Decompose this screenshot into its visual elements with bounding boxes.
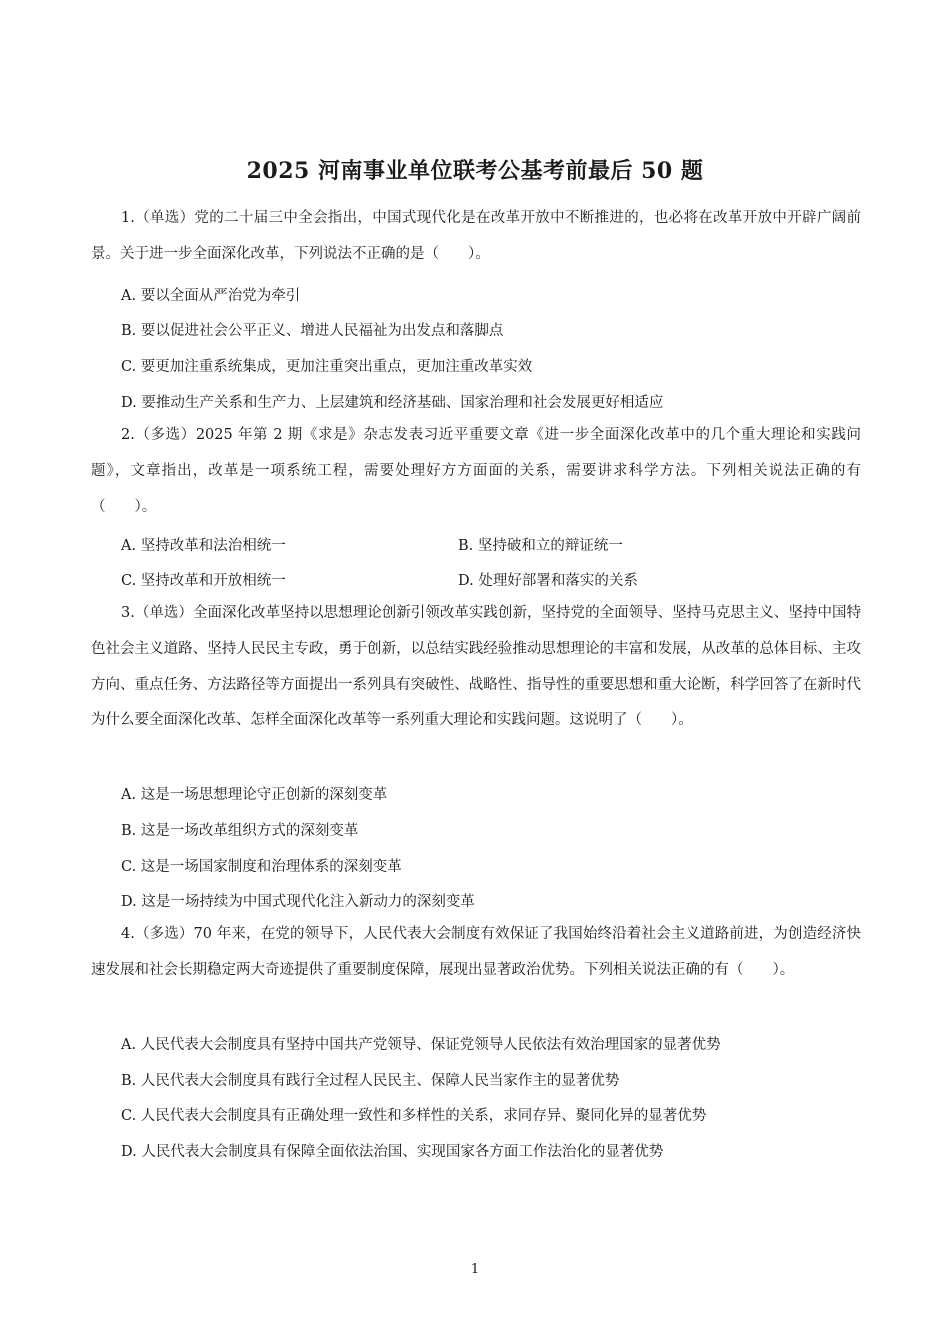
question-2-option-d: D. 处理好部署和落实的关系 — [458, 573, 638, 589]
question-2-option-a: A. 坚持改革和法治相统一 — [121, 538, 286, 554]
question-3-option-d: D. 这是一场持续为中国式现代化注入新动力的深刻变革 — [121, 894, 475, 910]
question-3-option-b: B. 这是一场改革组织方式的深刻变革 — [121, 823, 359, 839]
question-1-option-b: B. 要以促进社会公平正义、增进人民福祉为出发点和落脚点 — [121, 323, 504, 339]
page-number: 1 — [470, 1262, 480, 1277]
question-4-option-c: C. 人民代表大会制度具有正确处理一致性和多样性的关系，求同存异、聚同化异的显著优势 — [121, 1108, 707, 1124]
question-4-option-b: B. 人民代表大会制度具有践行全过程人民民主、保障人民当家作主的显著优势 — [121, 1073, 620, 1089]
question-2-option-b: B. 坚持破和立的辩证统一 — [458, 538, 623, 554]
question-3-option-c: C. 这是一场国家制度和治理体系的深刻变革 — [121, 859, 402, 875]
question-4-option-a: A. 人民代表大会制度具有坚持中国共产党领导、保证党领导人民依法有效治理国家的显著优势 — [121, 1037, 721, 1053]
question-1-option-a: A. 要以全面从严治党为牵引 — [121, 288, 301, 304]
question-4-option-d: D. 人民代表大会制度具有保障全面依法治国、实现国家各方面工作法治化的显著优势 — [121, 1144, 664, 1160]
question-3-stem: 3.（单选）全面深化改革坚持以思想理论创新引领改革实践创新，坚持党的全面领导、坚持马克思主义、坚持中国特色社会主义道路、坚持人民民主专政，勇于创新，以总结实践经验推动思想理论的丰富和发展，从改革的总体目标、主攻方向、重点任务、方法路径等方面提出一系列具有突破性、战略性、指导性的重要思想和重大论断，科学回答了在新时代为什么要全面深化改革、怎样全面深化改革等一系列重大理论和实践问题。这说明了（ ）。 — [91, 605, 861, 729]
question-2-option-c: C. 坚持改革和开放相统一 — [121, 573, 286, 589]
question-3-option-a: A. 这是一场思想理论守正创新的深刻变革 — [121, 787, 388, 803]
question-1-option-d: D. 要推动生产关系和生产力、上层建筑和经济基础、国家治理和社会发展更好相适应 — [121, 395, 664, 411]
question-2-stem: 2.（多选）2025 年第 2 期《求是》杂志发表习近平重要文章《进一步全面深化改革中的几个重大理论和实践问题》，文章指出，改革是一项系统工程，需要处理好方方面面的关系，需要讲求科学方法。下列相关说法正确的有（ ）。 — [91, 427, 861, 515]
question-4-stem: 4.（多选）70 年来，在党的领导下，人民代表大会制度有效保证了我国始终沿着社会主义道路前进，为创造经济快速发展和社会长期稳定两大奇迹提供了重要制度保障，展现出显著政治优势。下列相关说法正确的有（ ）。 — [91, 926, 861, 978]
question-1-stem: 1.（单选）党的二十届三中全会指出，中国式现代化是在改革开放中不断推进的，也必将在改革开放中开辟广阔前景。关于进一步全面深化改革，下列说法不正确的是（ ）。 — [91, 210, 861, 262]
page-title: 2025 河南事业单位联考公基考前最后 50 题 — [246, 158, 704, 184]
question-1-option-c: C. 要更加注重系统集成，更加注重突出重点，更加注重改革实效 — [121, 359, 533, 375]
